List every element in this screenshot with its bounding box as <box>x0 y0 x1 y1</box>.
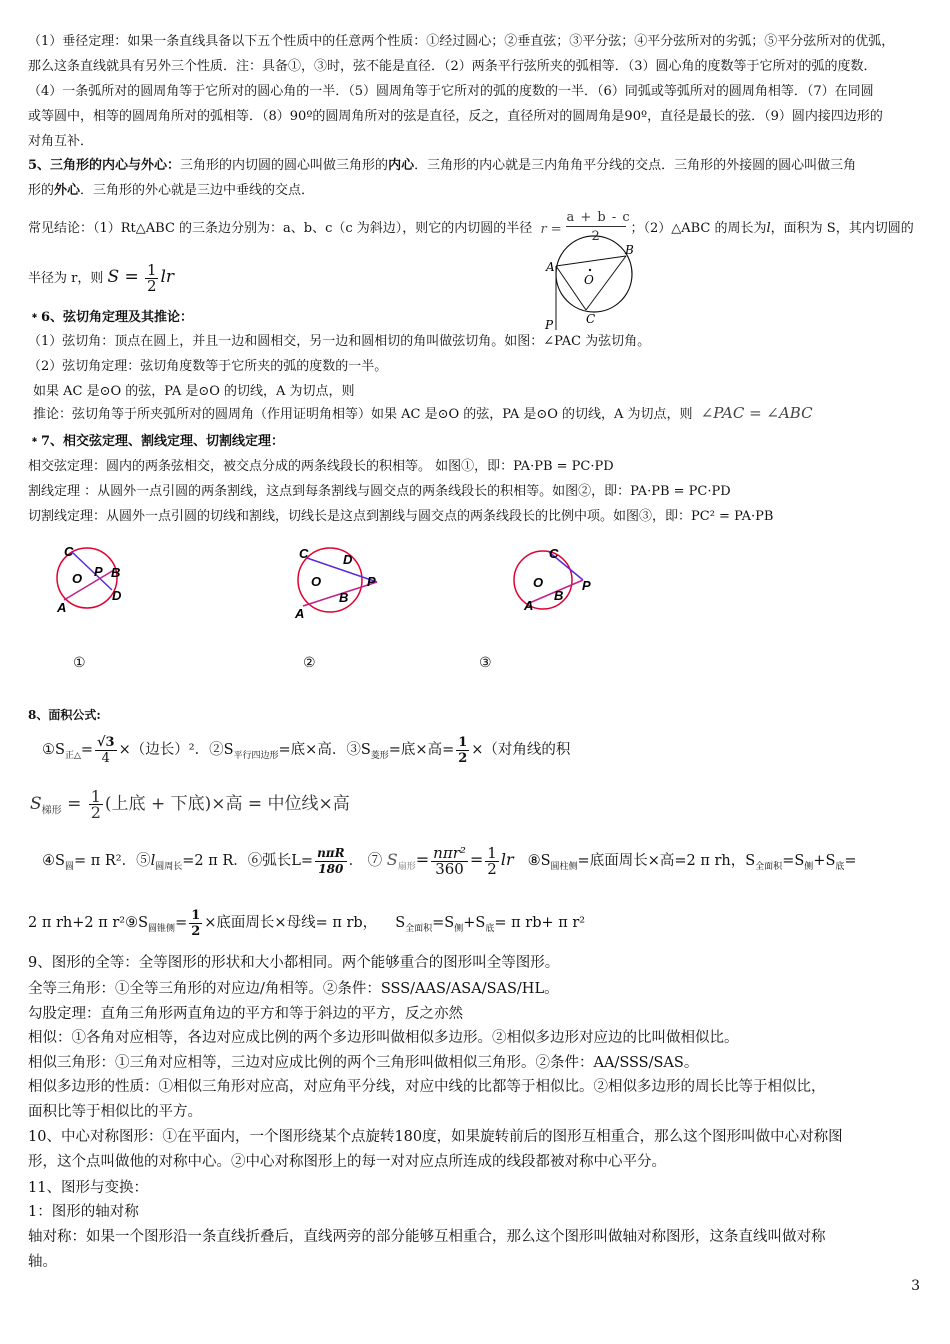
page-number: 3 <box>911 1278 920 1294</box>
s10-line-2: 形，这个点叫做他的对称中心。②中心对称图形上的每一对对应点所连成的线段都被对称中心平分。 <box>28 1154 666 1170</box>
s4-line-2: 那么这条直线就具有另外三个性质．注：具备①，③时，弦不能是直径．（2）两条平行弦所夹的弧相等．（3）圆心角的度数等于它所对的弧的度数． <box>28 59 877 74</box>
s7-title: ﹡7、相交弦定理、割线定理、切割线定理： <box>28 434 285 449</box>
area-formula-line-1: $①S_{正\triangle}=$ $\frac{√3}{4}$ ×（边长）²．$②S_{平行四边形}=$底×高．$③S_{菱形}=$底×高= $\frac{1}{2}$ ×（对角线的积 <box>42 734 571 766</box>
svg-text:P: P <box>94 564 103 579</box>
svg-text:A: A <box>524 598 534 613</box>
s11-line-1: 11、图形与变换： <box>28 1180 148 1196</box>
s6-line-4: 推论：弦切角等于所夹弧所对的圆周角（作用证明角相等）如果 AC 是⊙O 的弦，PA 是⊙O 的切线，A 为切点，则 ∠PAC = ∠ABC <box>33 404 813 422</box>
svg-text:B: B <box>554 588 564 603</box>
svg-text:O: O <box>311 574 322 589</box>
s9-line-2: 全等三角形：①全等三角形的对应边/角相等。②条件：SSS/AAS/ASA/SAS/HL。 <box>28 981 559 997</box>
figure-tangent-secant <box>505 540 605 620</box>
s9-line-1: 9、图形的全等：全等图形的形状和大小都相同。两个能够重合的图形叫全等图形。 <box>28 955 560 971</box>
inradius-formula: r = a + b - c 2 <box>540 210 631 244</box>
svg-text:O: O <box>72 571 83 586</box>
s4-line-4: 或等圆中，相等的圆周角所对的弧相等．（8）90º的圆周角所对的弦是直径，反之，直径所对的圆周角是90º，直径是最长的弦．（9）圆内接四边形的 <box>28 109 883 124</box>
s11-line-2: 1：图形的轴对称 <box>28 1204 139 1220</box>
s11-line-4: 轴。 <box>28 1254 57 1270</box>
figure-caption-1: ① <box>73 655 86 671</box>
svg-text:B: B <box>339 590 349 605</box>
label-c: C <box>586 312 596 326</box>
s9-line-4: 相似：①各角对应相等，各边对应成比例的两个多边形叫做相似多边形。②相似多边形对应边的比叫做相似比。 <box>28 1030 739 1046</box>
fraction-one-half: $\frac{1}{2}$ <box>146 261 157 295</box>
s9-line-7: 面积比等于相似比的平方。 <box>28 1104 202 1120</box>
svg-text:A: A <box>295 606 305 621</box>
s9-line-3: 勾股定理：直角三角形两直角边的平方和等于斜边的平方，反之亦然 <box>28 1006 463 1022</box>
s10-line-1: 10、中心对称图形：①在平面内，一个图形绕某个点旋转180度，如果旋转前后的图形互相重合，那么这个图形叫做中心对称图 <box>28 1129 843 1145</box>
s5-line-1: 5、三角形的内心与外心：三角形的内切圆的圆心叫做三角形的内心．三角形的内心就是三内角角平分线的交点．三角形的外接圆的圆心叫做三角 <box>28 158 857 173</box>
chord-ac <box>556 266 586 310</box>
area-formula-line-4: 2 π rh+2 π $r^2⑨S_{圆锥侧}=$ $\frac{1}{2}$ ×底面周长×母线= π rb， $S_{全面积}=S_侧+S_底= \pi$ rb+ π r² <box>28 907 586 939</box>
center-point <box>589 269 591 271</box>
s4-line-3: （4）一条弧所对的圆周角等于它所对的圆心角的一半．（5）圆周角等于它所对的弧的度数的一半．（6）同弧或等弧所对的圆周角相等．（7）在同圆 <box>28 84 874 99</box>
figure-caption-2: ② <box>303 655 316 671</box>
svg-text:D: D <box>343 552 353 567</box>
s11-line-3: 轴对称：如果一个图形沿一条直线折叠后，直线两旁的部分能够互相重合，那么这个图形叫做轴对称图形，这条直线叫做对称 <box>28 1229 826 1245</box>
s7-line-2: 割线定理 ：从圆外一点引圆的两条割线，这点到每条割线与圆交点的两条线段长的积相等。如图②，即：PA·PB = PC·PD <box>28 484 731 499</box>
tangent-chord-figure <box>540 234 640 334</box>
s6-line-3: 如果 AC 是⊙O 的弦，PA 是⊙O 的切线，A 为切点，则 <box>33 384 355 399</box>
s4-line-5: 对角互补． <box>28 134 94 149</box>
svg-text:P: P <box>367 574 376 589</box>
area-formula-line-3: $④S_圆= \pi$ R²．$⑤l_{圆周长}=2$ π R．⑥弧长L= $\frac{\text{nπR}}{180}$ ． ⑦ $S_{扇形}=$ $\frac{\text{nπr²}}{360}$ = $\frac{1}{2}$ lr $⑧S_{圆柱侧}=$底面周长×高=2 π rh，$S_{全面积}=S_侧+S_底=$ <box>42 843 857 878</box>
s7-line-1: 相交弦定理：圆内的两条弦相交，被交点分成的两条线段长的积相等。 如图①，即：PA·PB = PC·PD <box>28 459 614 474</box>
label-a: A <box>546 260 555 274</box>
label-p: P <box>545 318 554 332</box>
s6-line-2: （2）弦切角定理：弦切角度数等于它所夹的弧的度数的一半。 <box>28 359 388 374</box>
circle-o <box>556 236 632 312</box>
s6-line-1: （1）弦切角：顶点在圆上，并且一边和圆相交，另一边和圆相切的角叫做弦切角。如图：∠PAC 为弦切角。 <box>28 334 651 349</box>
figure-intersecting-chords <box>50 540 140 620</box>
keyword-circumcenter: 外心 <box>54 183 81 198</box>
svg-text:B: B <box>111 565 121 580</box>
svg-text:P: P <box>582 578 591 593</box>
svg-text:O: O <box>533 575 544 590</box>
area-formula-trapezoid: $S_{梯形}$ = $\frac{1}{2}$ (上底 + 下底)×高 = 中位线×高 <box>30 787 350 822</box>
figure-two-secants <box>285 540 395 625</box>
svg-text:D: D <box>112 588 122 603</box>
s5-conclusion-line: 常见结论：（1）Rt△ABC 的三条边分别为：a、b、c（c 为斜边），则它的内切圆的半径 r = a + b - c 2 ；（2）△ABC 的周长为l，面积为 S，其内切圆的 <box>28 210 914 244</box>
s9-line-5: 相似三角形：①三角对应相等，三边对应成比例的两个三角形叫做相似三角形。②条件：AA/SSS/SAS。 <box>28 1055 699 1071</box>
label-b: B <box>625 243 634 257</box>
angle-equation: ∠PAC = ∠ABC <box>700 404 813 422</box>
s5-title: 5、三角形的内心与外心： <box>28 158 181 173</box>
svg-text:C: C <box>299 546 309 561</box>
svg-text:A: A <box>57 600 67 615</box>
s5-line-2: 形的外心．三角形的外心就是三边中垂线的交点． <box>28 183 315 198</box>
s5-area-line: 半径为 r，则 S = $\frac{1}{2}$ lr <box>28 261 175 295</box>
s7-line-3: 切割线定理：从圆外一点引圆的切线和割线，切线长是这点到割线与圆交点的两条线段长的比例中项。如图③，即：PC² = PA·PB <box>28 509 774 524</box>
keyword-incenter: 内心 <box>388 158 415 173</box>
figure-caption-3: ③ <box>479 655 492 671</box>
label-o: O <box>584 273 594 287</box>
svg-text:C: C <box>549 546 559 561</box>
s4-line-1: （1）垂径定理：如果一条直线具备以下五个性质中的任意两个性质：①经过圆心；②垂直弦；③平分弦；④平分弦所对的劣弧；⑤平分弦所对的优弧， <box>28 34 895 49</box>
chord-ab <box>556 256 626 266</box>
s6-title: ﹡6、弦切角定理及其推论： <box>28 310 194 325</box>
s9-line-6: 相似多边形的性质：①相似三角形对应高，对应角平分线，对应中线的比都等于相似比。②相似多边形的周长比等于相似比， <box>28 1079 826 1095</box>
s8-title: 8、面积公式: <box>28 708 101 722</box>
svg-text:C: C <box>64 544 74 559</box>
